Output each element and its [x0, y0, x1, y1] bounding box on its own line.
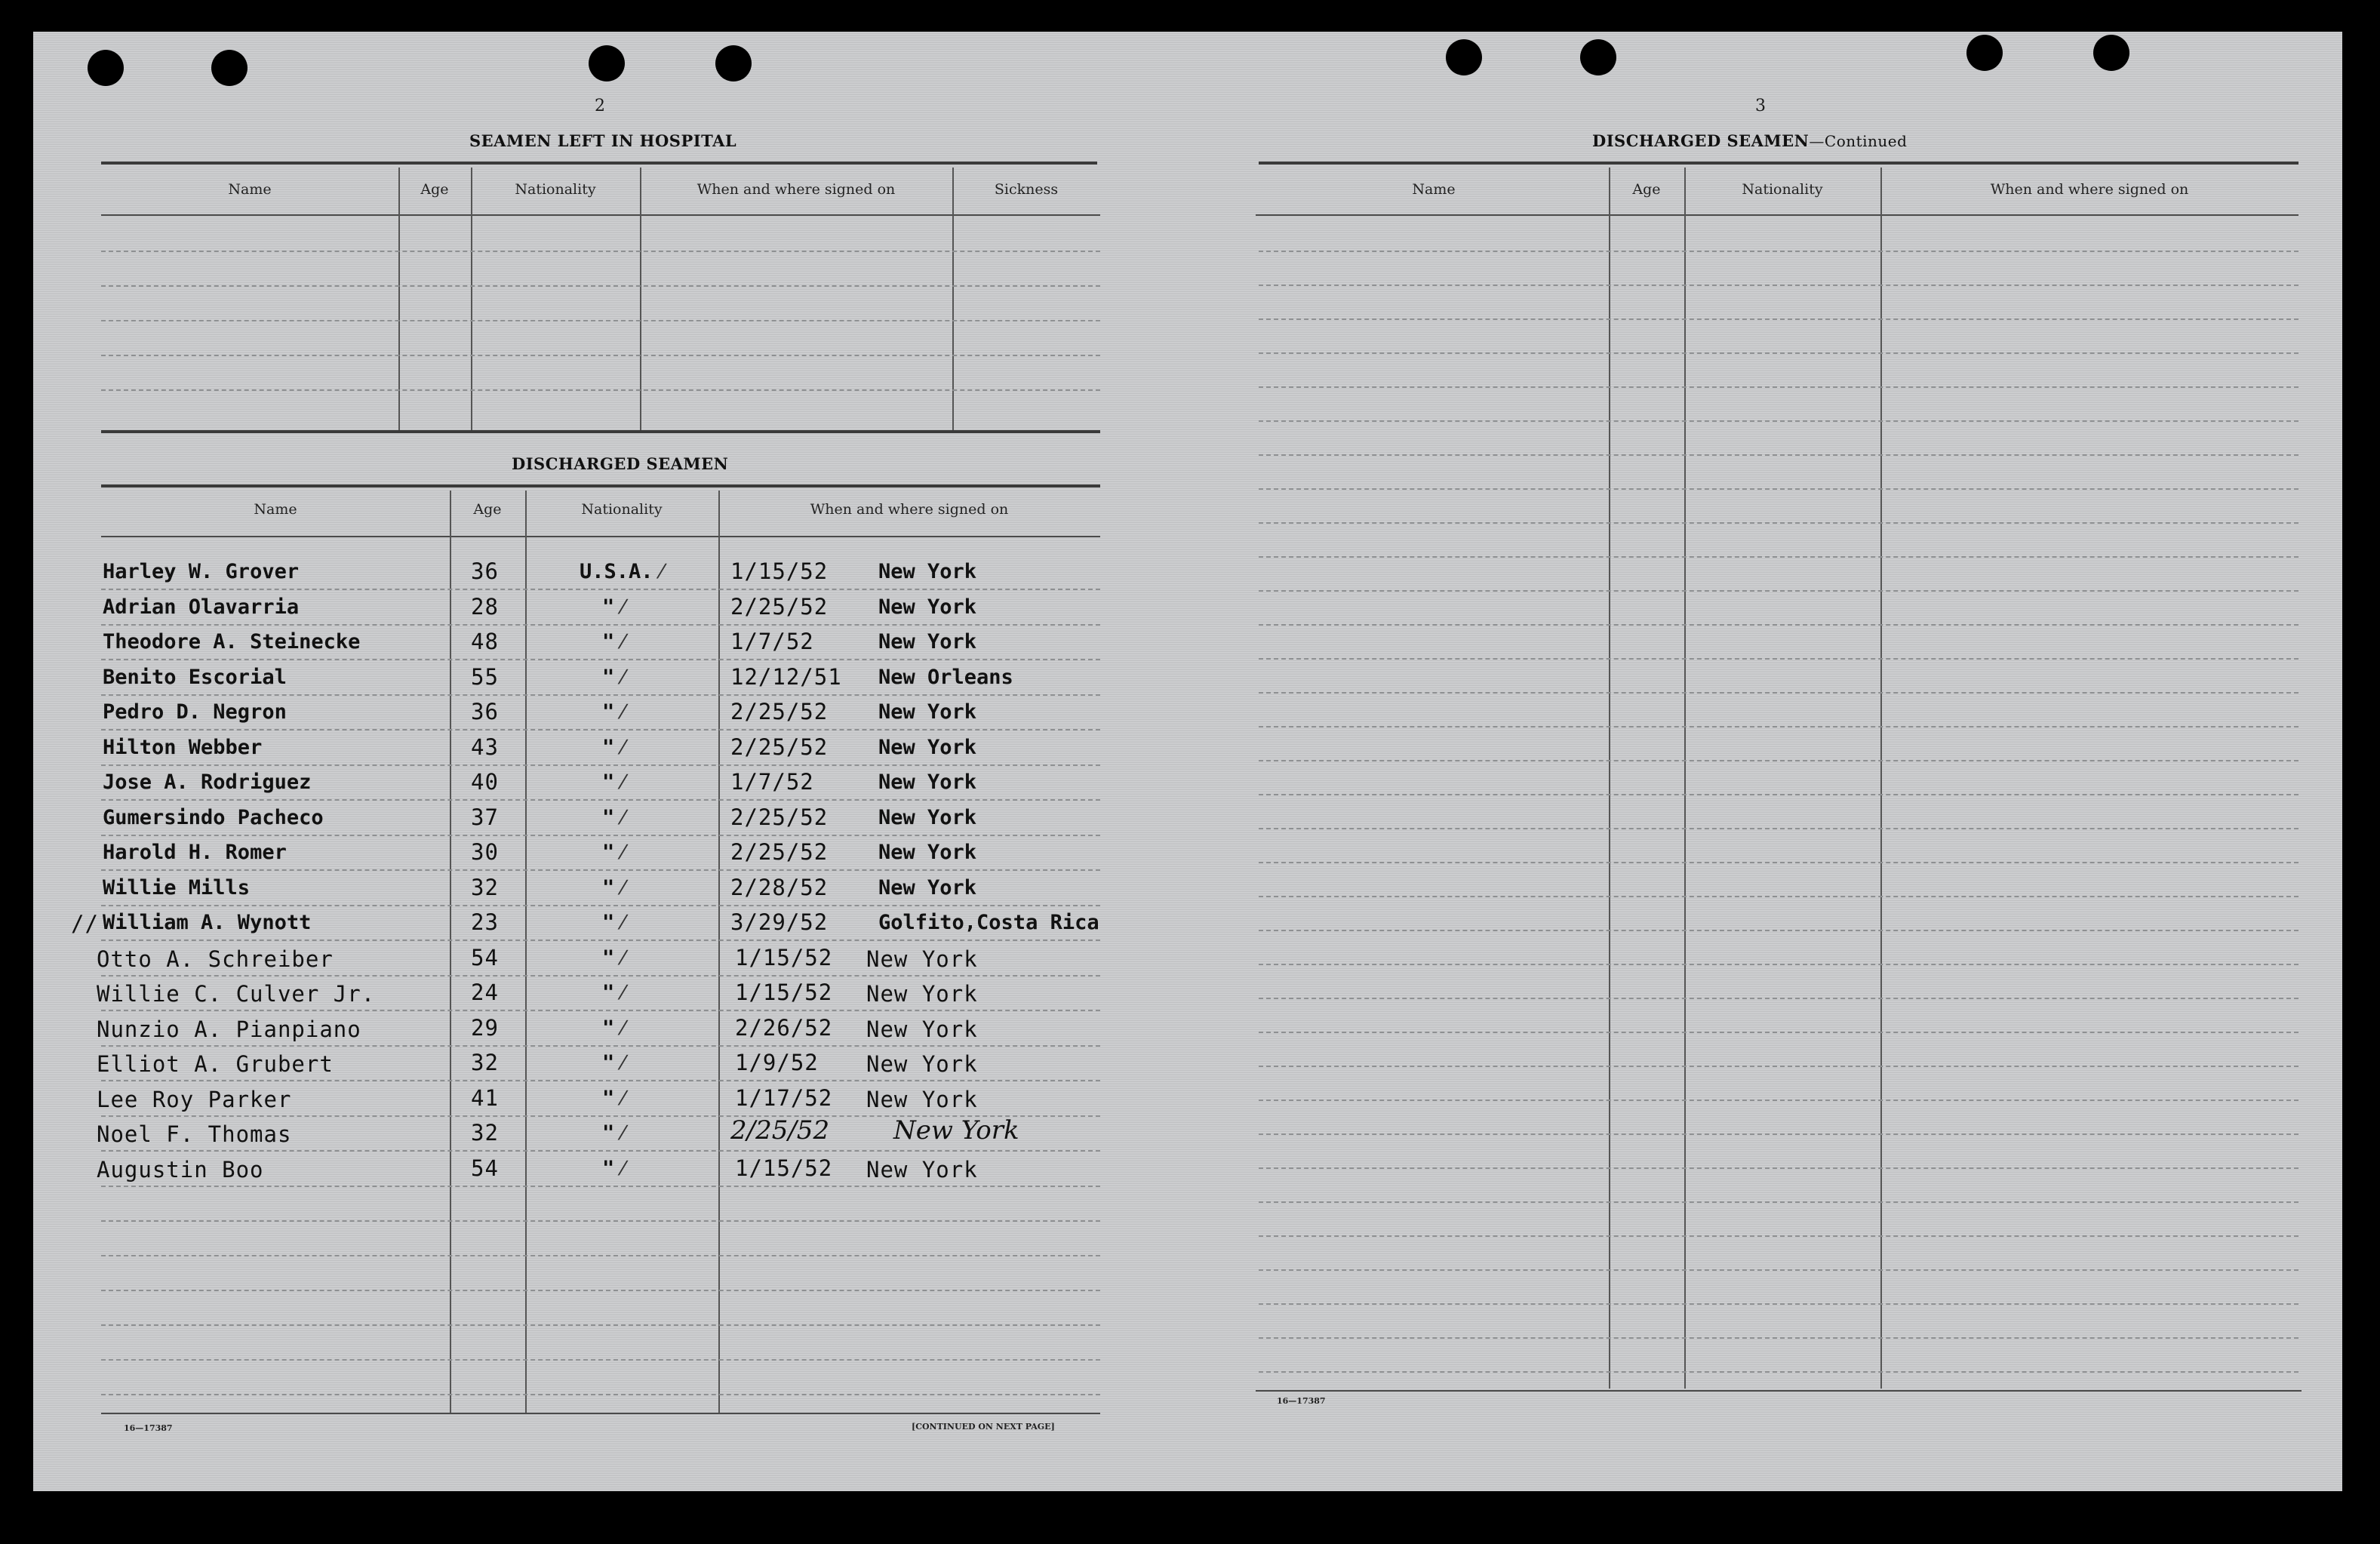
- row-rule: [101, 975, 1100, 977]
- check-mark-icon: ⁄: [614, 841, 625, 864]
- blank-row-rule: [1259, 590, 2299, 592]
- check-mark-icon: ⁄: [614, 701, 625, 724]
- signed-on-date: 12/12/51: [730, 664, 842, 690]
- seaman-age: 43: [471, 734, 499, 760]
- binder-hole: [589, 45, 625, 82]
- seaman-name: Pedro D. Negron: [103, 700, 287, 724]
- seaman-age: 48: [471, 629, 499, 654]
- signed-on-place: New York: [878, 841, 977, 864]
- seaman-nationality: U.S.A. ⁄: [580, 560, 663, 583]
- row-rule: [101, 1010, 1100, 1011]
- blank-row-rule: [1259, 1201, 2299, 1203]
- signed-on-place: New York: [866, 1087, 978, 1112]
- col-header-signed-on: When and where signed on: [1990, 181, 2189, 198]
- row-rule: [101, 905, 1100, 906]
- row-rule: [101, 589, 1100, 590]
- seaman-name: Augustin Boo: [97, 1157, 264, 1183]
- seaman-nationality: " ⁄: [602, 946, 625, 970]
- seaman-nationality: " ⁄: [602, 666, 625, 689]
- blank-row-rule: [1259, 862, 2299, 863]
- signed-on-place: New York: [866, 1051, 978, 1077]
- col-header-age: Age: [1632, 181, 1661, 198]
- signed-on-place: New Orleans: [878, 666, 1013, 689]
- row-rule: [101, 835, 1100, 836]
- binder-hole: [1966, 35, 2003, 71]
- blank-row-rule: [1259, 1337, 2299, 1339]
- blank-row-rule: [1259, 285, 2299, 286]
- seaman-age: 24: [471, 980, 499, 1005]
- signed-on-place: New York: [893, 1115, 1019, 1146]
- seaman-nationality: " ⁄: [602, 1051, 625, 1075]
- col-header-name: Name: [254, 501, 297, 518]
- blank-row-rule: [1259, 522, 2299, 524]
- seaman-name: Gumersindo Pacheco: [103, 806, 324, 829]
- signed-on-date: 1/15/52: [735, 980, 833, 1005]
- blank-row-rule: [1259, 1167, 2299, 1169]
- seaman-nationality: " ⁄: [602, 736, 625, 759]
- signed-on-date: 1/15/52: [735, 945, 833, 970]
- row-margin-mark: //: [71, 911, 99, 937]
- blank-row-rule: [1259, 1133, 2299, 1135]
- check-mark-icon: ⁄: [614, 631, 625, 654]
- check-mark-icon: ⁄: [614, 877, 625, 900]
- seaman-name: Hilton Webber: [103, 736, 263, 759]
- row-rule: [101, 1186, 1100, 1187]
- seaman-age: 37: [471, 804, 499, 830]
- col-header-signed-on: When and where signed on: [810, 501, 1009, 518]
- signed-on-place: New York: [878, 630, 977, 654]
- check-mark-icon: ⁄: [614, 807, 625, 829]
- row-rule: [101, 940, 1100, 941]
- seaman-nationality: " ⁄: [602, 876, 625, 900]
- blank-row-rule: [1259, 386, 2299, 388]
- seaman-name: Otto A. Schreiber: [97, 946, 334, 972]
- blank-row-rule: [101, 1290, 1100, 1291]
- seaman-age: 29: [471, 1015, 499, 1041]
- blank-row-rule: [101, 1324, 1100, 1326]
- seaman-age: 36: [471, 558, 499, 584]
- blank-row-rule: [1259, 1235, 2299, 1237]
- form-number-right: 16—17387: [1277, 1396, 1326, 1406]
- signed-on-date: 1/7/52: [730, 629, 814, 654]
- seaman-age: 23: [471, 909, 499, 935]
- check-mark-icon: ⁄: [614, 737, 625, 759]
- row-rule: [101, 694, 1100, 696]
- signed-on-place: New York: [866, 946, 978, 972]
- signed-on-date: 2/26/52: [735, 1015, 833, 1041]
- seaman-name: Harley W. Grover: [103, 560, 300, 583]
- signed-on-place: New York: [878, 736, 977, 759]
- blank-row-rule: [1259, 251, 2299, 252]
- col-header-age: Age: [473, 501, 502, 518]
- row-rule: [101, 1045, 1100, 1047]
- seaman-name: Adrian Olavarria: [103, 595, 300, 619]
- blank-row-rule: [1259, 488, 2299, 490]
- row-rule: [101, 869, 1100, 871]
- signed-on-place: New York: [866, 1017, 978, 1042]
- binder-hole: [88, 50, 124, 86]
- check-mark-icon: ⁄: [614, 982, 625, 1004]
- seaman-nationality: " ⁄: [602, 1017, 625, 1040]
- col-header-nationality: Nationality: [1742, 181, 1823, 198]
- seaman-nationality: " ⁄: [602, 1087, 625, 1110]
- seaman-name: Nunzio A. Pianpiano: [97, 1017, 361, 1042]
- col-header-nationality: Nationality: [581, 501, 663, 518]
- seaman-age: 40: [471, 769, 499, 795]
- seaman-nationality: " ⁄: [602, 700, 625, 724]
- seaman-nationality: " ⁄: [602, 841, 625, 864]
- seaman-name: Elliot A. Grubert: [97, 1051, 334, 1077]
- page-number-right: 3: [1755, 97, 1766, 115]
- seaman-name: Jose A. Rodriguez: [103, 770, 312, 794]
- page-number-left: 2: [595, 97, 605, 115]
- seaman-age: 55: [471, 664, 499, 690]
- signed-on-place: New York: [878, 595, 977, 619]
- check-mark-icon: ⁄: [614, 666, 625, 689]
- signed-on-place: New York: [878, 876, 977, 900]
- signed-on-date: 2/25/52: [730, 594, 829, 620]
- blank-row-rule: [101, 1255, 1100, 1256]
- blank-row-rule: [1259, 692, 2299, 694]
- right-title-main: DISCHARGED SEAMEN: [1592, 131, 1810, 150]
- blank-row-rule: [1259, 658, 2299, 660]
- col-header-signed-on: When and where signed on: [696, 181, 896, 198]
- check-mark-icon: ⁄: [614, 912, 625, 934]
- blank-row-rule: [1259, 964, 2299, 965]
- ledger-sheet: [33, 32, 2342, 1491]
- seaman-nationality: " ⁄: [602, 770, 625, 794]
- blank-row-rule: [1259, 1100, 2299, 1101]
- blank-row-rule: [1259, 352, 2299, 354]
- signed-on-place: New York: [866, 981, 978, 1007]
- blank-row-rule: [1259, 454, 2299, 456]
- col-header-name: Name: [1412, 181, 1456, 198]
- signed-on-place: Golfito,Costa Rica: [878, 911, 1099, 934]
- signed-on-date: 1/17/52: [735, 1085, 833, 1111]
- signed-on-date: 2/28/52: [730, 875, 829, 900]
- check-mark-icon: ⁄: [614, 1158, 625, 1180]
- seaman-name: Noel F. Thomas: [97, 1121, 292, 1147]
- check-mark-icon: ⁄: [614, 1017, 625, 1040]
- signed-on-place: New York: [878, 700, 977, 724]
- col-header-nationality: Nationality: [515, 181, 596, 198]
- signed-on-date: 2/25/52: [730, 1115, 830, 1146]
- seaman-name: Benito Escorial: [103, 666, 287, 689]
- signed-on-date: 2/25/52: [730, 804, 829, 830]
- signed-on-date: 2/25/52: [730, 734, 829, 760]
- blank-row-rule: [101, 1394, 1100, 1395]
- seaman-age: 30: [471, 839, 499, 865]
- blank-row-rule: [1259, 896, 2299, 897]
- seaman-age: 28: [471, 594, 499, 620]
- seaman-name: Theodore A. Steinecke: [103, 630, 361, 654]
- binder-hole: [1446, 39, 1482, 75]
- blank-row-rule: [1259, 1066, 2299, 1067]
- seaman-name: Willie Mills: [103, 876, 251, 900]
- seaman-age: 32: [471, 875, 499, 900]
- signed-on-date: 2/25/52: [730, 699, 829, 724]
- signed-on-date: 1/15/52: [735, 1155, 833, 1181]
- seaman-name: William A. Wynott: [103, 911, 312, 934]
- check-mark-icon: ⁄: [614, 1122, 625, 1145]
- row-rule: [101, 624, 1100, 626]
- check-mark-icon: ⁄: [653, 561, 663, 583]
- row-rule: [101, 1080, 1100, 1081]
- form-number-left: 16—17387: [124, 1423, 173, 1433]
- blank-row-rule: [1259, 760, 2299, 761]
- blank-row-rule: [1259, 1371, 2299, 1373]
- blank-row-rule: [101, 1220, 1100, 1222]
- check-mark-icon: ⁄: [614, 771, 625, 794]
- blank-row-rule: [1259, 318, 2299, 320]
- seaman-age: 36: [471, 699, 499, 724]
- discharged-section-title: DISCHARGED SEAMEN: [512, 454, 729, 473]
- row-rule: [101, 799, 1100, 801]
- col-header-sickness: Sickness: [994, 181, 1059, 198]
- seaman-age: 32: [471, 1050, 499, 1075]
- blank-row-rule: [1259, 420, 2299, 422]
- signed-on-date: 1/9/52: [735, 1050, 819, 1075]
- blank-row-rule: [1259, 828, 2299, 829]
- signed-on-place: New York: [866, 1157, 978, 1183]
- blank-row-rule: [1259, 1032, 2299, 1033]
- col-header-age: Age: [420, 181, 449, 198]
- seaman-nationality: " ⁄: [602, 981, 625, 1004]
- check-mark-icon: ⁄: [614, 596, 625, 619]
- blank-row-rule: [1259, 930, 2299, 931]
- blank-row-rule: [1259, 794, 2299, 795]
- check-mark-icon: ⁄: [614, 1087, 625, 1110]
- signed-on-date: 3/29/52: [730, 909, 829, 935]
- row-rule: [101, 764, 1100, 766]
- blank-row-rule: [1259, 998, 2299, 999]
- seaman-age: 41: [471, 1085, 499, 1111]
- row-rule: [101, 1150, 1100, 1152]
- row-rule: [101, 659, 1100, 660]
- signed-on-date: 2/25/52: [730, 839, 829, 865]
- blank-row-rule: [1259, 1269, 2299, 1271]
- blank-row-rule: [1259, 556, 2299, 558]
- blank-row-rule: [1259, 726, 2299, 727]
- hospital-section-title: SEAMEN LEFT IN HOSPITAL: [469, 131, 737, 150]
- right-section-title: [1592, 131, 1907, 150]
- seaman-age: 32: [471, 1120, 499, 1146]
- binder-hole: [715, 45, 752, 82]
- seaman-nationality: " ⁄: [602, 630, 625, 654]
- continued-note: [CONTINUED ON NEXT PAGE]: [912, 1422, 1055, 1432]
- signed-on-place: New York: [878, 770, 977, 794]
- signed-on-place: New York: [878, 806, 977, 829]
- seaman-name: Harold H. Romer: [103, 841, 287, 864]
- signed-on-place: New York: [878, 560, 977, 583]
- binder-hole: [211, 50, 248, 86]
- check-mark-icon: ⁄: [614, 1052, 625, 1075]
- blank-row-rule: [1259, 1303, 2299, 1305]
- binder-hole: [1580, 39, 1616, 75]
- seaman-nationality: " ⁄: [602, 806, 625, 829]
- seaman-name: Lee Roy Parker: [97, 1087, 292, 1112]
- blank-row-rule: [101, 1359, 1100, 1361]
- col-header-name: Name: [228, 181, 272, 198]
- signed-on-date: 1/15/52: [730, 558, 829, 584]
- seaman-age: 54: [471, 1155, 499, 1181]
- row-rule: [101, 729, 1100, 730]
- seaman-nationality: " ⁄: [602, 1157, 625, 1180]
- seaman-nationality: " ⁄: [602, 911, 625, 934]
- seaman-nationality: " ⁄: [602, 595, 625, 619]
- seaman-nationality: " ⁄: [602, 1121, 625, 1145]
- seaman-name: Willie C. Culver Jr.: [97, 981, 376, 1007]
- right-title-suffix: —Continued: [1809, 132, 1908, 150]
- seaman-age: 54: [471, 945, 499, 970]
- check-mark-icon: ⁄: [614, 947, 625, 970]
- binder-hole: [2093, 35, 2129, 71]
- signed-on-date: 1/7/52: [730, 769, 814, 795]
- blank-row-rule: [1259, 624, 2299, 626]
